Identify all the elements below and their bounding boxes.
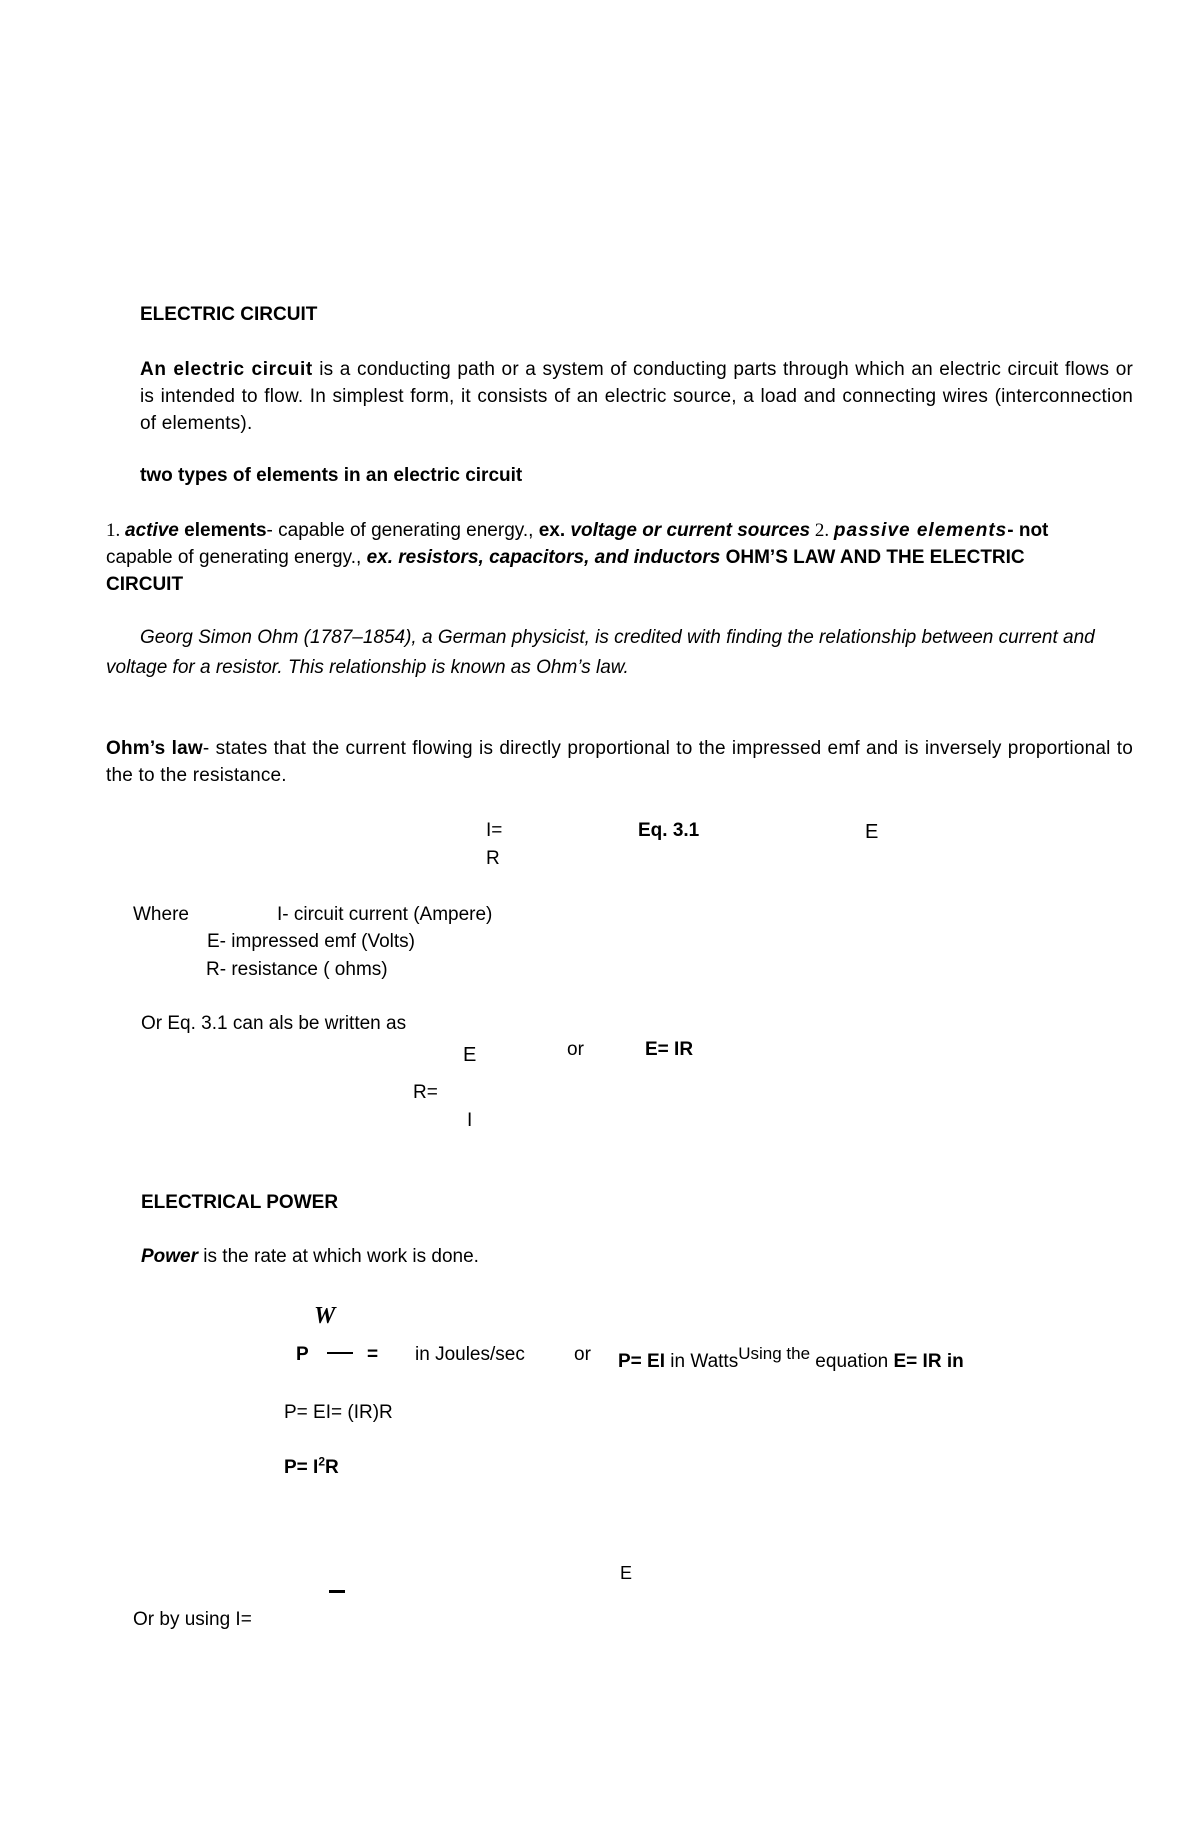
power-line2-exponent: 2: [318, 1454, 326, 1469]
eq2-lhs: R=: [413, 1082, 438, 1103]
intro-paragraph: [140, 356, 1133, 437]
passive-description: capable of generating energy.,: [106, 547, 367, 568]
ohm-bio-paragraph: Georg Simon Ohm (1787–1854), a German physicist, is credited with finding the relationship between current and voltage for a resistor. This relationship is known as Ohm’s law.: [106, 627, 1095, 678]
bottom-text: Or by using I=: [133, 1609, 252, 1630]
active-term: active: [125, 520, 179, 541]
eq1-label: Eq. 3.1: [638, 820, 700, 841]
power-eq-using-the: Using the: [738, 1344, 811, 1363]
power-eq-unit2: in Watts: [665, 1351, 739, 1372]
power-eq-p: P: [296, 1344, 309, 1365]
passive-term: passive elements: [833, 520, 1008, 541]
section-heading-electrical-power: ELECTRICAL POWER: [141, 1192, 339, 1213]
power-line2-a: P= I: [284, 1457, 319, 1478]
power-derivation-line1: P= EI= (IR)R: [284, 1402, 393, 1423]
element-types-paragraph: [106, 517, 1106, 598]
list-number-2: 2.: [810, 520, 834, 541]
power-def-text: is the rate at which work is done.: [198, 1246, 479, 1267]
power-eq-equals: =: [367, 1344, 379, 1365]
power-eq-eir: E= IR in: [893, 1351, 964, 1372]
power-eq-pei-line: [618, 1344, 964, 1374]
bottom-fraction-bar: [329, 1590, 345, 1593]
where-i: I- circuit current (Ampere): [277, 904, 493, 925]
power-line2-b: R: [325, 1457, 339, 1478]
list-number-1: 1.: [106, 520, 125, 541]
power-eq-unit1: in Joules/sec: [415, 1344, 525, 1365]
power-definition: [141, 1246, 479, 1269]
power-eq-pei: P= EI: [618, 1351, 665, 1372]
ohm-section-heading: OHM’S LAW AND THE ELECTRIC CIRCUIT: [106, 547, 1025, 595]
eq2-or: or: [567, 1039, 584, 1060]
power-derivation-line2: [284, 1454, 339, 1480]
ohm-law-text: - states that the current flowing is directly proportional to the impressed emf and is inversely proportional to the to the resistance.: [106, 738, 1133, 786]
eq2-numerator: E: [463, 1044, 477, 1066]
ohm-law-paragraph: [106, 735, 1133, 789]
eq1-numerator: E: [865, 821, 879, 843]
eq1-denominator: R: [486, 848, 500, 869]
alt-form-text: Or Eq. 3.1 can als be written as: [141, 1013, 407, 1034]
power-eq-or: or: [574, 1344, 591, 1365]
elements-term-1: elements: [178, 520, 267, 541]
not-term: - not: [1007, 520, 1049, 541]
example-text-1: voltage or current sources: [570, 520, 811, 541]
ohm-law-term: Ohm’s law: [106, 738, 203, 759]
intro-text: is a conducting path or a system of conducting parts through which an electric circuit flows or is intended to flow. In simplest form, it consists of an electric source, a load and connecting wires (interconnection of elements).: [140, 359, 1133, 434]
where-label: Where: [133, 904, 189, 925]
power-term: Power: [141, 1246, 199, 1267]
intro-term: An electric circuit: [140, 359, 313, 380]
eq2-alt: E= IR: [645, 1039, 694, 1060]
active-description: - capable of generating energy.,: [266, 520, 539, 541]
section-heading-electric-circuit: ELECTRIC CIRCUIT: [140, 304, 318, 325]
where-r: R- resistance ( ohms): [206, 959, 388, 980]
power-eq-w: W: [314, 1303, 336, 1329]
power-eq-equation: equation: [810, 1351, 894, 1372]
eq1-lhs: I=: [486, 820, 503, 841]
types-heading: two types of elements in an electric circuit: [140, 465, 523, 486]
where-e: E- impressed emf (Volts): [207, 931, 415, 952]
example-text-2: ex. resistors, capacitors, and inductors: [366, 547, 721, 568]
eq2-denominator: I: [467, 1110, 473, 1131]
example-label-1: ex.: [538, 520, 571, 541]
bottom-e: E: [620, 1563, 633, 1583]
power-eq-fraction-bar: [327, 1352, 353, 1354]
